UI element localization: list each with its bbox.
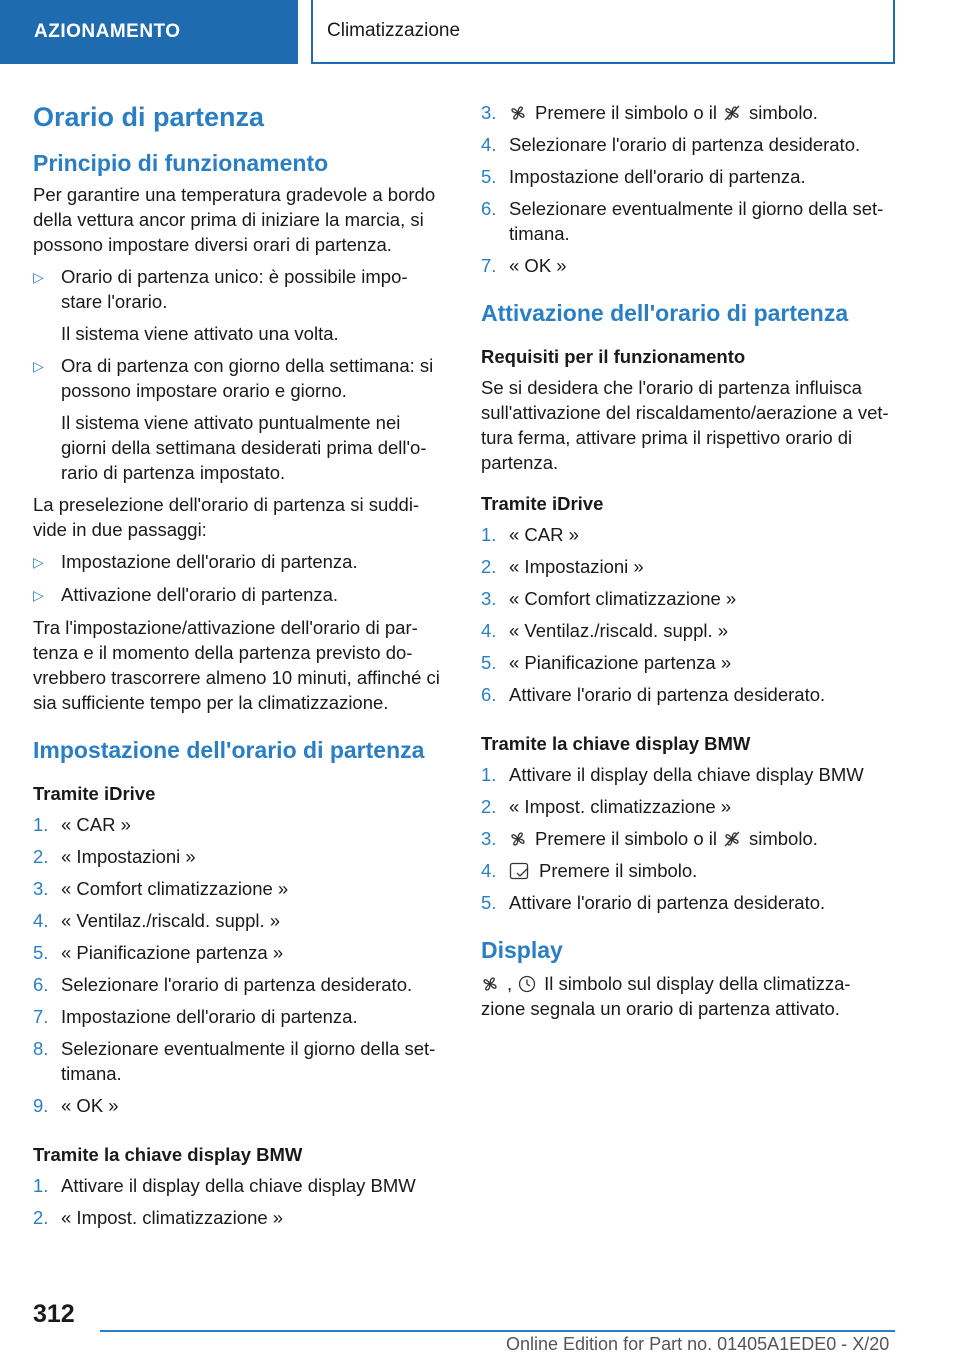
step-text: Attivare l'orario di partenza desiderato.: [509, 892, 826, 913]
requirements-text: Se si desidera che l'orario di partenza influisca sull'attivazione del riscaldamento/aerazione a vet-tura ferma, attivare prima il rispettivo orario di partenza.: [481, 377, 889, 473]
chapter-tab: [311, 0, 895, 64]
section-tab: [0, 0, 298, 64]
step-number: 3.: [481, 828, 497, 849]
step-number: 2.: [481, 796, 497, 817]
list-item: [481, 762, 893, 787]
step-number: 8.: [33, 1038, 49, 1059]
step-number: 3.: [33, 878, 49, 899]
left-column: [33, 100, 445, 1237]
right-column: [481, 100, 893, 1021]
bullet-text: Orario di partenza unico: è possibile impo-stare l'orario.: [61, 266, 408, 312]
step-number: 9.: [33, 1095, 49, 1116]
step-text: « OK »: [509, 255, 567, 276]
preselection-text: La preselezione dell'orario di partenza si suddi-vide in due passaggi:: [33, 494, 420, 540]
fan-off-icon: [723, 103, 741, 121]
footer-divider: [100, 1330, 895, 1332]
list-item: [33, 812, 445, 837]
display-text-block: [481, 971, 893, 1021]
list-item: [481, 522, 893, 547]
step-text: « Comfort climatizzazione »: [509, 588, 737, 609]
step-number: 5.: [481, 166, 497, 187]
step-text: Impostazione dell'orario di partenza.: [509, 166, 806, 187]
step-text: simbolo.: [748, 828, 818, 849]
step-number: 2.: [33, 1207, 49, 1228]
step-number: 4.: [481, 620, 497, 641]
page-number: 312: [33, 1300, 75, 1328]
list-item: [481, 196, 893, 246]
step-text: Selezionare l'orario di partenza desiderato.: [61, 974, 413, 995]
display-heading: Display: [481, 937, 563, 963]
step-text: Selezionare eventualmente il giorno della set-timana.: [509, 198, 884, 244]
idrive-heading: Tramite iDrive: [33, 783, 156, 804]
step-text: « Impostazioni »: [509, 556, 644, 577]
step-number: 1.: [481, 764, 497, 785]
list-item: [33, 1004, 445, 1029]
bullet-item: [33, 582, 445, 608]
list-item: [33, 844, 445, 869]
step-number: 7.: [33, 1006, 49, 1027]
step-text: Premere il simbolo o il: [535, 102, 717, 123]
step-text: Premere il simbolo o il: [535, 828, 717, 849]
step-number: 3.: [481, 588, 497, 609]
list-item: [481, 100, 893, 125]
step-text: « OK »: [61, 1095, 119, 1116]
list-item: [33, 908, 445, 933]
step-text: Attivare il display della chiave display BMW: [61, 1175, 416, 1196]
list-item: [481, 554, 893, 579]
step-text: « Ventilaz./riscald. suppl. »: [509, 620, 729, 641]
step-number: 5.: [481, 892, 497, 913]
list-item: [33, 972, 445, 997]
triangle-bullet-icon: ▷: [33, 269, 44, 285]
list-item: [33, 940, 445, 965]
step-text: Premere il simbolo.: [539, 860, 698, 881]
fan-icon: [481, 974, 499, 992]
step-number: 3.: [481, 102, 497, 123]
step-number: 6.: [33, 974, 49, 995]
bullet-text: Impostazione dell'orario di partenza.: [61, 551, 358, 572]
fan-off-icon: [723, 829, 741, 847]
step-number: 4.: [481, 860, 497, 881]
bullet-text: Il sistema viene attivato una volta.: [61, 323, 339, 344]
bullet-text: Il sistema viene attivato puntualmente nei giorni della settimana desiderati prima dell'o-rario di partenza impostato.: [61, 412, 427, 483]
list-item: [33, 1036, 445, 1086]
idrive-heading: Tramite iDrive: [481, 493, 604, 514]
triangle-bullet-icon: ▷: [33, 554, 44, 570]
clock-icon: [518, 974, 536, 992]
list-item: [481, 682, 893, 707]
list-item: [481, 586, 893, 611]
step-number: 5.: [481, 652, 497, 673]
step-text: « CAR »: [509, 524, 579, 545]
list-item: [481, 132, 893, 157]
step-text: « Ventilaz./riscald. suppl. »: [61, 910, 281, 931]
display-edit-icon: [509, 861, 531, 879]
intro-text: Per garantire una temperatura gradevole a bordo della vettura ancor prima di iniziare la marcia, si possono impostare diversi orari di partenza.: [33, 184, 436, 255]
bullet-item: [33, 549, 445, 575]
step-text: « Impostazioni »: [61, 846, 196, 867]
step-number: 7.: [481, 255, 497, 276]
step-text: simbolo.: [748, 102, 818, 123]
key-heading: Tramite la chiave display BMW: [481, 733, 751, 754]
list-item: [33, 1173, 445, 1198]
chapter-label: Climatizzazione: [327, 20, 461, 41]
triangle-bullet-icon: ▷: [33, 587, 44, 603]
list-item: [481, 253, 893, 278]
list-item: [481, 164, 893, 189]
step-text: Impostazione dell'orario di partenza.: [61, 1006, 358, 1027]
step-text: Selezionare eventualmente il giorno della set-timana.: [61, 1038, 436, 1084]
step-text: « Comfort climatizzazione »: [61, 878, 289, 899]
display-text: Il simbolo sul display della climatizza-zione segnala un orario di partenza attivato.: [481, 973, 851, 1019]
step-text: « Impost. climatizzazione »: [61, 1207, 284, 1228]
list-item: [481, 890, 893, 915]
key-heading: Tramite la chiave display BMW: [33, 1144, 303, 1165]
fan-icon: [509, 103, 527, 121]
step-number: 1.: [481, 524, 497, 545]
step-number: 1.: [33, 814, 49, 835]
setting-heading: Impostazione dell'orario di partenza: [33, 737, 425, 763]
step-text: « Pianificazione partenza »: [509, 652, 732, 673]
list-item: [33, 1205, 445, 1230]
step-text: Attivare il display della chiave display BMW: [509, 764, 864, 785]
fan-icon: [509, 829, 527, 847]
activation-heading: Attivazione dell'orario di partenza: [481, 300, 849, 326]
requirements-heading: Requisiti per il funzionamento: [481, 346, 746, 367]
list-item: [481, 858, 893, 883]
step-number: 5.: [33, 942, 49, 963]
bullet-text: Ora di partenza con giorno della settimana: si possono impostare orario e giorno.: [61, 355, 434, 401]
step-number: 6.: [481, 198, 497, 219]
step-number: 4.: [33, 910, 49, 931]
step-number: 2.: [481, 556, 497, 577]
footer-edition: Online Edition for Part no. 01405A1EDE0 - X/20: [506, 1334, 890, 1354]
list-item: [481, 794, 893, 819]
list-item: [481, 618, 893, 643]
triangle-bullet-icon: ▷: [33, 358, 44, 374]
step-number: 1.: [33, 1175, 49, 1196]
list-item: [481, 826, 893, 851]
interval-text: Tra l'impostazione/attivazione dell'orario di par-tenza e il momento della partenza previsto do-vrebbero trascorrere almeno 10 minuti, affinché ci sia sufficiente tempo per la climatizzazione.: [33, 617, 440, 713]
display-separator: ,: [507, 973, 513, 994]
step-number: 4.: [481, 134, 497, 155]
step-number: 6.: [481, 684, 497, 705]
section-label: AZIONAMENTO: [34, 21, 181, 42]
list-item: [481, 650, 893, 675]
list-item: [33, 876, 445, 901]
step-text: « Pianificazione partenza »: [61, 942, 284, 963]
bullet-text: Attivazione dell'orario di partenza.: [61, 584, 339, 605]
bullet-item: [33, 264, 445, 346]
step-text: « CAR »: [61, 814, 131, 835]
list-item: [33, 1093, 445, 1118]
bullet-item: [33, 353, 445, 485]
step-number: 2.: [33, 846, 49, 867]
page-title: Orario di partenza: [33, 102, 265, 132]
step-text: Attivare l'orario di partenza desiderato.: [509, 684, 826, 705]
step-text: « Impost. climatizzazione »: [509, 796, 732, 817]
principle-heading: Principio di funzionamento: [33, 150, 329, 176]
step-text: Selezionare l'orario di partenza desiderato.: [509, 134, 861, 155]
